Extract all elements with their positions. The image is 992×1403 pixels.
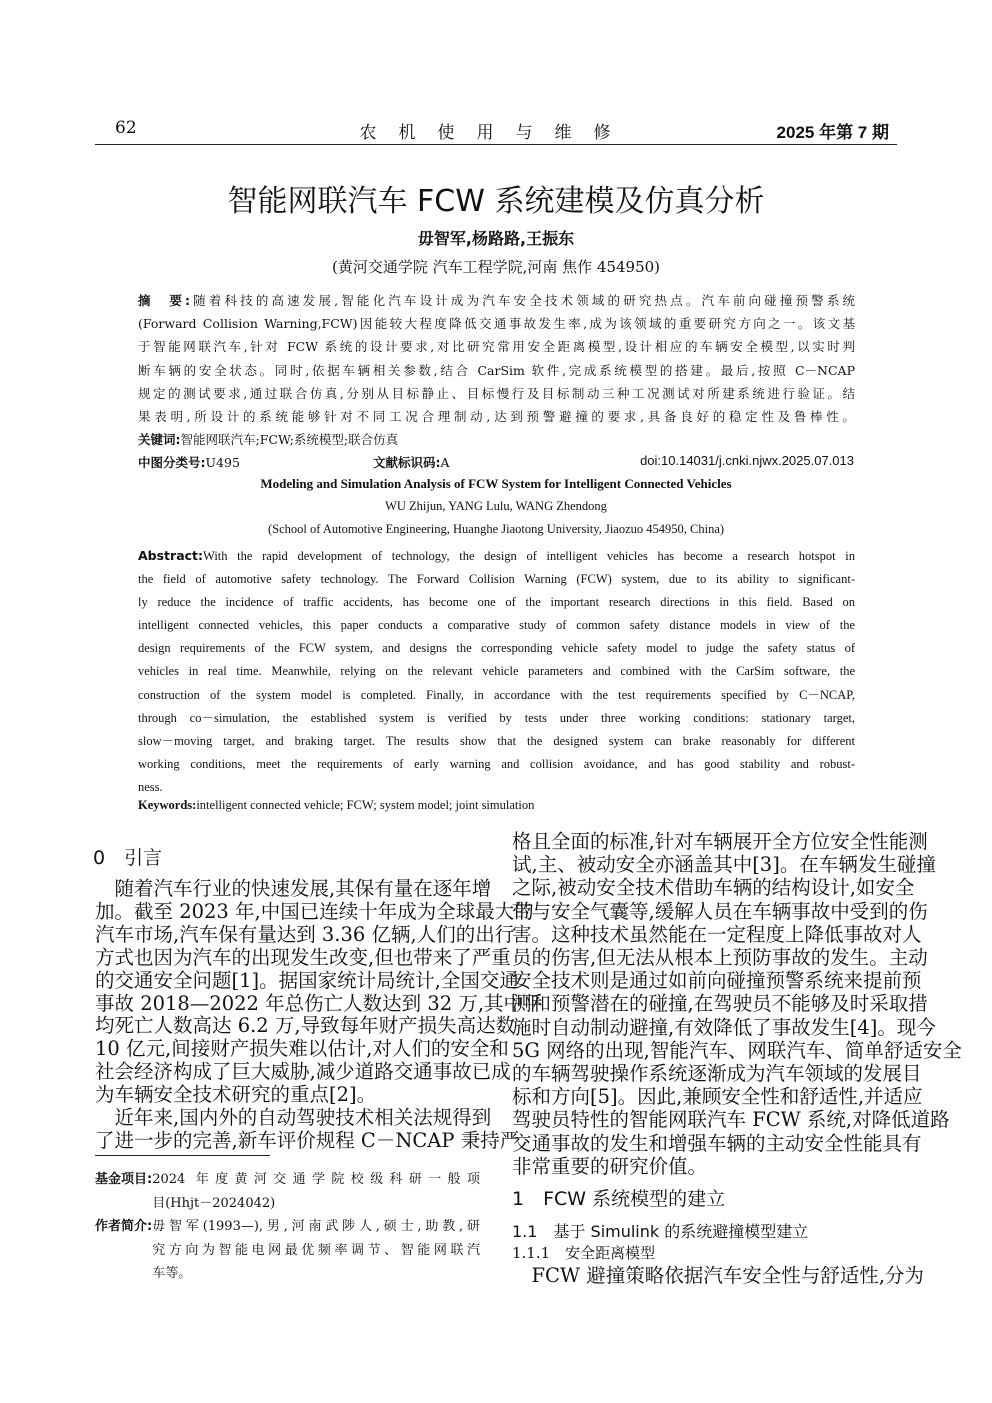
text-line — [138, 776, 855, 799]
text-line — [95, 1084, 477, 1107]
line-text: 员的伤害,但无法从根本上预防事故的发生。主动 — [512, 946, 928, 970]
line-text: ness. — [138, 779, 163, 794]
text-line — [512, 853, 936, 877]
body-line: FCW 避撞策略依据汽车安全性与舒适性,分为 — [512, 1264, 924, 1287]
line-text: the field of automotive safety technology. The Forward Collision Warning (FCW) system, due to its ability to significant- — [138, 572, 855, 587]
line-text: 毋智军(1993—),男,河南武陟人,硕士,助教,研 — [152, 1219, 480, 1234]
line-text: construction of the system model is completed. Finally, in accordance with the test requirements specified by C－NCAP, — [138, 687, 855, 702]
text-line — [152, 1192, 480, 1216]
line-text: 究方向为智能电网最优频率调节、智能网联汽 — [152, 1242, 480, 1258]
text-line — [138, 289, 855, 312]
line-text: vehicles in real time. Meanwhile, relying on the relevant vehicle parameters and combined with the CarSim software, the — [138, 664, 855, 679]
abstract-cn-text — [138, 289, 855, 428]
line-text: 之际,被动安全技术借助车辆的结构设计,如安全 — [512, 876, 915, 900]
text-line — [95, 877, 492, 901]
text-line — [95, 1106, 492, 1130]
fund-label: 基金项目: — [95, 1172, 153, 1187]
keywords-label: 关键词: — [138, 432, 181, 448]
text-line — [512, 992, 928, 1016]
text-line — [512, 830, 928, 853]
footnote-fund — [95, 1168, 480, 1286]
text-line — [512, 1085, 923, 1109]
line-text: 试,主、被动安全亦涵盖其中[3]。在车辆发生碰撞 — [512, 853, 936, 877]
text-line — [95, 945, 511, 970]
text-line — [95, 1060, 511, 1084]
text-line — [138, 707, 855, 730]
text-line — [512, 1108, 950, 1132]
keywords-cn — [138, 428, 855, 451]
line-text: ly reduce the incidence of traffic accidents, has become one of the important research directions in this field. Based on — [138, 595, 855, 610]
line-text: 带与安全气囊等,缓解人员在车辆事故中受到的伤 — [512, 899, 928, 923]
text-line — [512, 1062, 922, 1086]
clc-number — [138, 453, 240, 471]
text-line — [95, 922, 515, 947]
text-line — [512, 899, 928, 923]
paper-title: 智能网联汽车 FCW 系统建模及仿真分析 — [227, 184, 765, 219]
text-line — [512, 969, 922, 993]
line-text: 害。这种技术虽然能在一定程度上降低事故对人 — [512, 922, 922, 946]
line-text: through co－simulation, the established system is verified by tests under three working conditions: stationary target, — [138, 710, 855, 725]
author-bio-text — [152, 1215, 480, 1286]
text-line — [152, 1239, 480, 1263]
author-bio-label: 作者简介: — [95, 1219, 153, 1234]
authors: 毋智军,杨路路,王振东 — [417, 229, 575, 248]
line-text: 事故 2018—2022 年总伤亡人数达到 32 万,其中平 — [95, 991, 543, 1015]
text-line — [138, 382, 855, 405]
abstract-cn — [138, 289, 855, 451]
line-text: (Forward Collision Warning,FCW)因能较大程度降低交通事故发生率,成为该领域的重要研究方向之一。该文基 — [138, 316, 855, 332]
journal-name: 农机使用与维修 — [359, 123, 633, 143]
section-heading-1-1-1: 1.1.1 安全距离模型 — [512, 1244, 656, 1262]
abstract-en — [138, 544, 855, 799]
clc-label: 中图分类号: — [138, 455, 206, 470]
text-line — [512, 922, 922, 946]
text-line — [138, 730, 855, 753]
line-text: intelligent connected vehicles, this paper conducts a comparative study of common safety distance models in view of the — [138, 618, 855, 633]
text-line — [152, 1262, 480, 1286]
text-line — [138, 591, 855, 614]
keywords-en-label: Keywords: — [138, 798, 197, 812]
line-text: 于智能网联汽车,针对 FCW 系统的设计要求,对比研究常用安全距离模型,设计相应的车辆安全模型,以实时判 — [138, 339, 855, 355]
line-text: 驾驶员特性的智能网联汽车 FCW 系统,对降低道路 — [512, 1108, 950, 1132]
line-text: design requirements of the FCW system, and designs the corresponding vehicle safety model to judge the safety status of — [138, 641, 855, 656]
line-text: 汽车市场,汽车保有量达到 3.36 亿辆,人们的出行 — [95, 922, 515, 946]
text-line — [138, 312, 855, 335]
line-text: 安全技术则是通过如前向碰撞预警系统来提前预 — [512, 969, 922, 993]
text-line — [95, 968, 519, 993]
line-text: 车等。 — [152, 1266, 192, 1281]
issue: 2025 年第 7 期 — [776, 123, 889, 142]
text-line — [512, 946, 928, 970]
section-heading-1: 1 FCW 系统模型的建立 — [512, 1188, 726, 1210]
section-heading-introduction: 0 引言 — [93, 847, 163, 869]
line-text: With the rapid development of technology, the design of intelligent vehicles has become a research hotspot in — [203, 549, 855, 563]
abstract-label: Abstract: — [138, 548, 204, 563]
line-text: 了进一步的完善,新车评价规程 C－NCAP 秉持严 — [95, 1128, 520, 1152]
text-line — [95, 991, 543, 1016]
line-text: 均死亡人数高达 6.2 万,导致每年财产损失高达数 — [95, 1014, 516, 1038]
english-affiliation: (School of Automotive Engineering, Huanghe Jiaotong University, Jiaozuo 454950, China) — [267, 522, 725, 536]
text-line — [512, 1155, 897, 1178]
text-line — [138, 753, 855, 776]
line-text: 方式也因为汽车的出现发生改变,但也带来了严重 — [95, 945, 511, 969]
doc-code-value: A — [440, 455, 450, 470]
keywords-text: 智能网联汽车;FCW;系统模型;联合仿真 — [180, 432, 399, 448]
text-line — [512, 1015, 936, 1039]
line-text: 测和预警潜在的碰撞,在驾驶员不能够及时采取措 — [512, 992, 928, 1016]
line-text: 加。截至 2023 年,中国已连续十年成为全球最大的 — [95, 899, 534, 923]
line-text: 施时自动制动避撞,有效降低了事故发生[4]。现今 — [512, 1015, 936, 1039]
line-text: working conditions, meet the requirements of early warning and collision avoidance, and has good stability and robust- — [138, 756, 855, 771]
line-text: 果表明,所设计的系统能够针对不同工况合理制动,达到预警避撞的要求,具备良好的稳定性及鲁棒性。 — [138, 409, 855, 425]
fund-text — [152, 1168, 480, 1215]
text-line — [138, 359, 855, 382]
line-text: 的车辆驾驶操作系统逐渐成为汽车领域的发展目 — [512, 1062, 922, 1086]
line-text: 标和方向[5]。因此,兼顾安全性和舒适性,并适应 — [512, 1085, 923, 1109]
line-text: 规定的测试要求,通过联合仿真,分别从目标静止、目标慢行及目标制动三种工况测试对所建系统进行验证。结 — [138, 385, 855, 401]
abstract-label: 摘 要: — [138, 293, 190, 308]
footnote-rule — [95, 1155, 270, 1156]
text-line — [152, 1168, 480, 1192]
line-text: 的交通安全问题[1]。据国家统计局统计,全国交通 — [95, 968, 519, 992]
line-text: 为车辆安全技术研究的重点[2]。 — [95, 1083, 377, 1107]
clc-value: U495 — [205, 455, 240, 470]
english-authors: WU Zhijun, YANG Lulu, WANG Zhendong — [385, 499, 607, 513]
keywords-en — [138, 798, 534, 813]
line-text: 2024 年度黄河交通学院校级科研一般项 — [152, 1172, 480, 1187]
text-line — [138, 568, 855, 591]
text-line — [138, 637, 855, 660]
page-number: 62 — [115, 118, 137, 138]
line-text: 随着科技的高速发展,智能化汽车设计成为汽车安全技术领域的研究热点。汽车前向碰撞预警系统 — [190, 293, 856, 308]
introduction-body — [95, 877, 543, 1153]
running-header — [95, 116, 897, 145]
text-line — [138, 335, 855, 358]
text-line — [512, 876, 915, 900]
line-text: slow－moving target, and braking target. The results show that the designed system can brake reasonably for different — [138, 733, 855, 748]
text-line — [95, 899, 534, 924]
text-line — [152, 1215, 480, 1239]
line-text: 5G 网络的出现,智能汽车、网联汽车、简单舒适安全 — [512, 1038, 962, 1062]
line-text: 交通事故的发生和增强车辆的主动安全性能具有 — [512, 1131, 922, 1155]
doc-code-label: 文献标识码: — [373, 455, 441, 470]
right-column-body — [512, 830, 962, 1178]
text-line — [138, 405, 855, 428]
line-text: 目(Hhjt－2024042) — [152, 1195, 276, 1211]
section-heading-1-1: 1.1 基于 Simulink 的系统避撞模型建立 — [512, 1222, 809, 1241]
text-line — [95, 1014, 516, 1038]
text-line — [138, 614, 855, 637]
line-text: 随着汽车行业的快速发展,其保有量在逐年增 — [95, 877, 492, 900]
affiliation: (黄河交通学院 汽车工程学院,河南 焦作 454950) — [331, 258, 661, 276]
doi[interactable]: doi:10.14031/j.cnki.njwx.2025.07.013 — [640, 453, 854, 468]
document-code — [373, 453, 450, 471]
text-line — [95, 1128, 520, 1153]
line-text: 10 亿元,间接财产损失难以估计,对人们的安全和 — [95, 1037, 509, 1061]
english-title: Modeling and Simulation Analysis of FCW System for Intelligent Connected Vehicles — [260, 476, 732, 491]
line-text: 近年来,国内外的自动驾驶技术相关法规得到 — [95, 1106, 492, 1130]
text-line — [138, 660, 855, 683]
keywords-en-text: intelligent connected vehicle; FCW; system model; joint simulation — [196, 798, 535, 812]
line-text: 社会经济构成了巨大威胁,减少道路交通事故已成 — [95, 1060, 511, 1084]
text-line — [138, 684, 855, 707]
text-line — [512, 1038, 962, 1062]
text-line — [95, 1037, 509, 1061]
line-text: 断车辆的安全状态。同时,依据车辆相关参数,结合 CarSim 软件,完成系统模型的搭建。最后,按照 C－NCAP — [138, 362, 855, 378]
text-line — [138, 544, 855, 568]
line-text: 非常重要的研究价值。 — [512, 1154, 708, 1178]
line-text: 格且全面的标准,针对车辆展开全方位安全性能测 — [512, 830, 928, 853]
text-line — [512, 1131, 922, 1155]
